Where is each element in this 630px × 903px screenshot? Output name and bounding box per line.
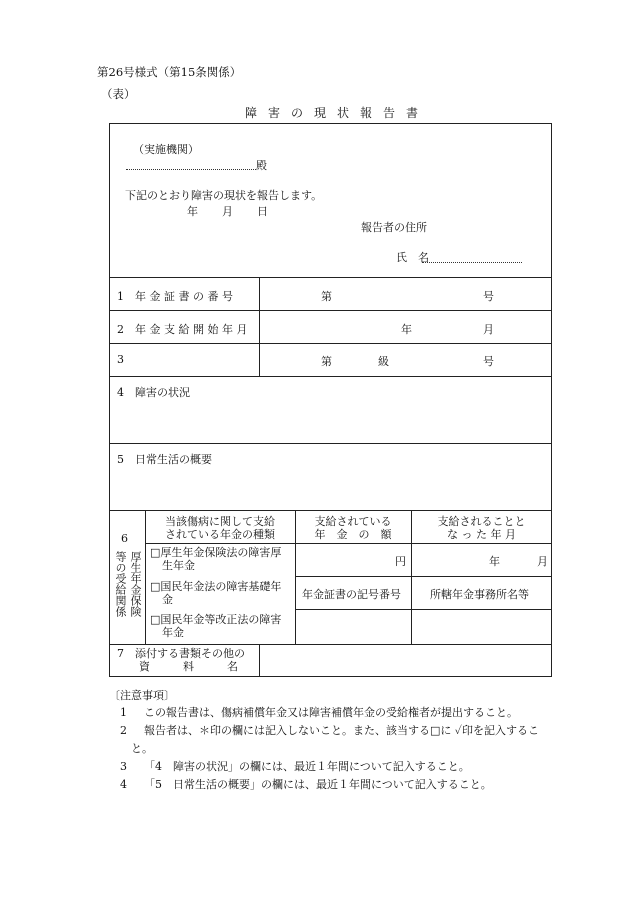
daily-life-label: 5 日常生活の概要 bbox=[117, 453, 212, 466]
notes-title: 〔注意事項〕 bbox=[109, 689, 175, 702]
cert-dai-label: 第 bbox=[321, 290, 332, 303]
pension-office-label: 所轄年金事務所名等 bbox=[430, 588, 529, 601]
row3-label: 3 bbox=[117, 353, 124, 366]
start-month-label: 月 bbox=[483, 323, 494, 336]
institution-dotted-line[interactable] bbox=[126, 169, 256, 170]
row-divider bbox=[109, 510, 552, 511]
row-divider bbox=[109, 376, 552, 377]
option-kaisei-nenkin[interactable]: □国民年金等改正法の障害 年金 bbox=[150, 613, 282, 639]
institution-label: （実施機関） bbox=[133, 143, 199, 156]
row-divider bbox=[109, 644, 552, 645]
pension-start-month-label: 2 年 金 支 給 開 始 年 月 bbox=[117, 323, 248, 336]
section6-side-col1: 厚生年金保険 bbox=[129, 551, 142, 617]
row-divider bbox=[109, 310, 552, 311]
yen-unit: 円 bbox=[395, 555, 406, 568]
report-statement: 下記のとおり障害の現状を報告します。 bbox=[125, 189, 323, 202]
row-divider bbox=[295, 576, 552, 577]
cert-symbol-label: 年金証書の記号番号 bbox=[302, 588, 401, 601]
reporter-name-label: 氏 名 bbox=[396, 251, 429, 264]
disability-status-label: 4 障害の状況 bbox=[117, 386, 190, 399]
payment-start-year: 年 bbox=[489, 555, 500, 568]
grade-dai-label: 第 bbox=[321, 355, 332, 368]
row-divider bbox=[109, 343, 552, 344]
row-divider bbox=[145, 543, 552, 544]
attached-documents-label: 7 添付する書類その他の 資 料 名 bbox=[117, 647, 245, 673]
payment-start-header: 支給されることと な っ た 年 月 bbox=[437, 515, 526, 541]
date-month-label: 月 bbox=[222, 205, 233, 218]
section6-side-col2: 等の受給関係 bbox=[114, 551, 127, 617]
form-number: 第26号様式（第15条関係） bbox=[97, 65, 242, 79]
row-divider bbox=[109, 443, 552, 444]
column-divider bbox=[259, 277, 260, 376]
side-label: （表） bbox=[101, 87, 136, 101]
date-day-label: 日 bbox=[257, 205, 268, 218]
payment-start-month: 月 bbox=[537, 555, 548, 568]
option-kosei-nenkin[interactable]: □厚生年金保険法の障害厚 生年金 bbox=[150, 546, 282, 572]
section6-number: 6 bbox=[121, 532, 128, 545]
grade-kyu-label: 級 bbox=[378, 355, 389, 368]
start-year-label: 年 bbox=[401, 323, 412, 336]
cert-go-label: 号 bbox=[483, 290, 494, 303]
column-divider bbox=[259, 644, 260, 677]
pension-type-header: 当該傷病に関して支給 されている年金の種類 bbox=[165, 515, 275, 541]
row-divider bbox=[109, 277, 552, 278]
date-year-label: 年 bbox=[187, 205, 198, 218]
pension-cert-number-label: 1 年 金 証 書 の 番 号 bbox=[117, 290, 233, 303]
document-title: 障害の現状報告書 bbox=[245, 106, 430, 120]
option-kokumin-nenkin[interactable]: □国民年金法の障害基礎年 金 bbox=[150, 580, 282, 606]
pension-amount-header: 支給されている 年 金 の 額 bbox=[314, 515, 392, 541]
honorific-label: 殿 bbox=[256, 159, 267, 172]
reporter-address-label: 報告者の住所 bbox=[361, 221, 427, 234]
name-dotted-line[interactable] bbox=[422, 262, 522, 263]
grade-go-label: 号 bbox=[483, 355, 494, 368]
row-divider bbox=[295, 609, 552, 610]
